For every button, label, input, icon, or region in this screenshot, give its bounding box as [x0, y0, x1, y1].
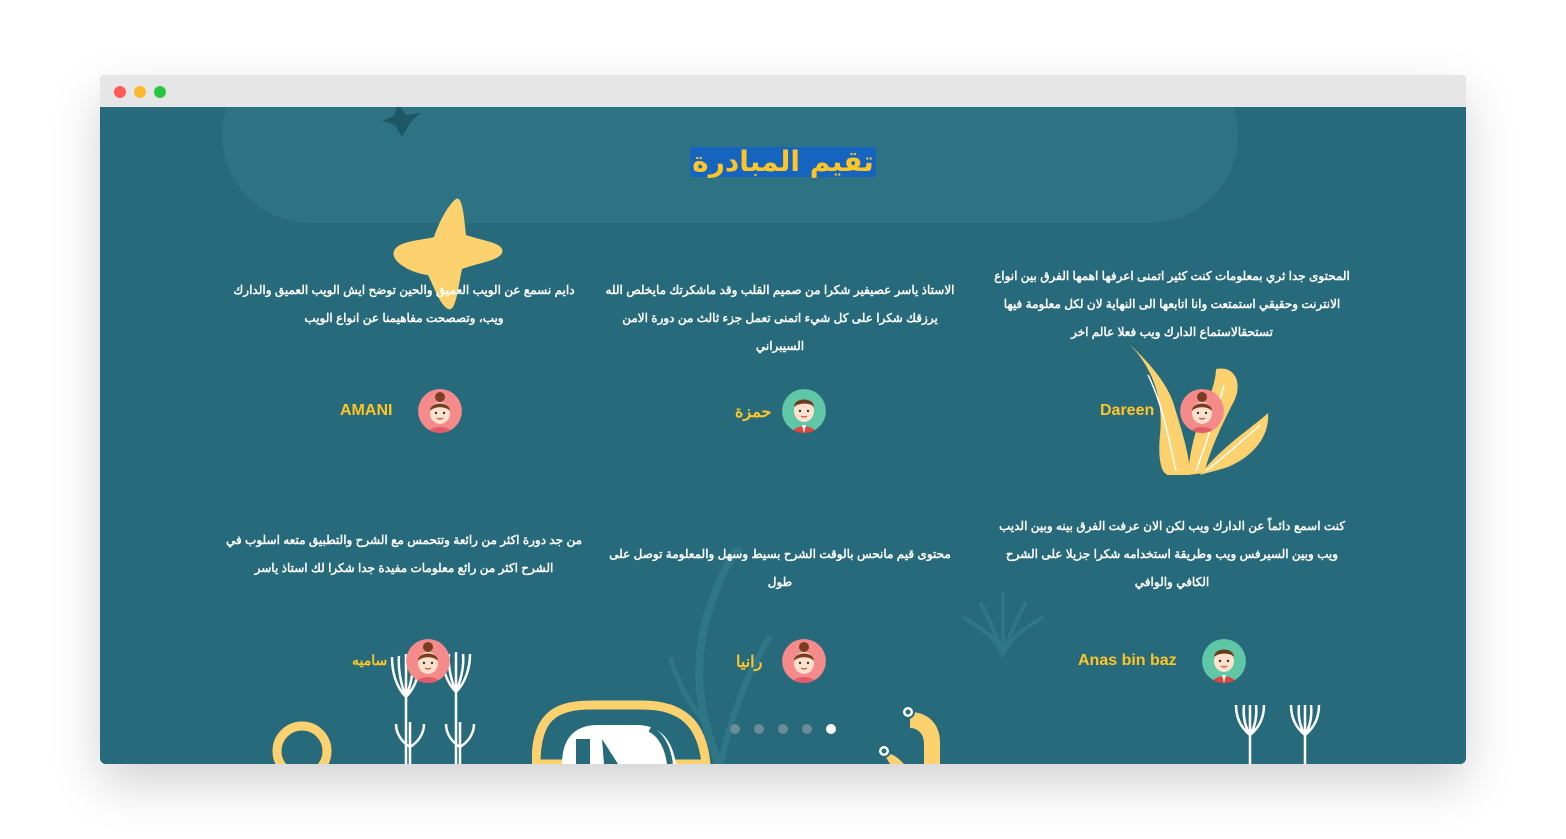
testimonial-card [224, 276, 584, 332]
sea-creature-icon [870, 702, 950, 764]
boy-avatar-icon [782, 389, 826, 433]
carousel-dot[interactable] [730, 724, 740, 734]
testimonial-card [992, 262, 1352, 346]
testimonial-text: الاستاذ ياسر عصيفير شكرا من صميم القلب وقد ماشكرتك مايخلص الله يرزقك شكرا على كل شيء اتمنى تعمل جزء ثالث من دورة الامن السيبراني [605, 283, 955, 353]
testimonial-text: كنت اسمع دائماً عن الدارك ويب لكن الان عرفت الفرق بينه وبين الديب ويب وبين السيرفس ويب وطريقة استخدامه شكرا جزيلا على الشرح الكافي والوافي [999, 519, 1345, 589]
reviewer-name: رانيا [736, 654, 763, 671]
testimonial-card [224, 526, 584, 582]
girl-avatar-icon [418, 389, 462, 433]
window-titlebar [100, 75, 1466, 107]
testimonial-card [992, 512, 1352, 596]
ring-icon [270, 719, 334, 764]
reviewer-name: AMANI [340, 402, 393, 419]
reviewer-name: Dareen [1100, 402, 1155, 419]
testimonial-card [600, 276, 960, 360]
white-seaweed-icon [1230, 705, 1330, 764]
carousel-dot[interactable] [754, 724, 764, 734]
reviewer [1076, 639, 1226, 685]
testimonial-text: من جد دورة اكثر من رائعة وتتحمس مع الشرح والتطبيق متعه اسلوب في الشرح اكثر من رائع معلومات مفيدة جدا شكرا لك استاذ ياسر [225, 533, 583, 575]
testimonial-text: محتوى قيم مانحس بالوقت الشرح بسيط وسهل والمعلومة توصل على طول [609, 547, 951, 589]
testimonial-card [600, 540, 960, 596]
section-heading [100, 147, 1466, 177]
carousel-indicators [730, 724, 850, 736]
reviewer [1100, 389, 1230, 435]
reviewer [352, 639, 452, 685]
reviewer-name: Anas bin baz [1078, 652, 1177, 669]
carousel-dot[interactable] [802, 724, 812, 734]
carousel-dot-active[interactable] [826, 724, 836, 734]
carousel-dot[interactable] [778, 724, 788, 734]
reviewer-name: ساميه [352, 652, 388, 668]
girl-avatar-icon [1180, 389, 1224, 433]
girl-avatar-icon [782, 639, 826, 683]
boy-avatar-icon [1202, 639, 1246, 683]
testimonial-text: دايم نسمع عن الويب العميق والحين توضح ايش الويب العميق والدارك ويب، وتصصحت مفاهيمنا عن انواع الويب [233, 283, 575, 325]
dark-star-icon [380, 107, 425, 137]
reviewer-name: حمزة [735, 404, 772, 421]
girl-avatar-icon [406, 639, 450, 683]
maximize-button[interactable] [154, 86, 166, 98]
page-title: تقيم المبادرة [692, 145, 874, 178]
minimize-button[interactable] [134, 86, 146, 98]
close-button[interactable] [114, 86, 126, 98]
reviewer [340, 389, 464, 435]
browser-window [100, 75, 1466, 764]
testimonial-text: المحتوى جدا ثري بمعلومات كنت كثير اتمنى اعرفها اهمها الفرق بين انواع الانترنت وحقيقي استمتعت وانا اتابعها الى النهاية لان لكل معلومة فيها تستحقالاستماع الدارك ويب فعلا عالم اخر [994, 269, 1350, 339]
treasure-chest-icon [532, 699, 712, 764]
testimonials-section [100, 107, 1466, 764]
reviewer [736, 639, 832, 685]
reviewer [732, 389, 832, 435]
background-coral-icon [958, 587, 1048, 657]
